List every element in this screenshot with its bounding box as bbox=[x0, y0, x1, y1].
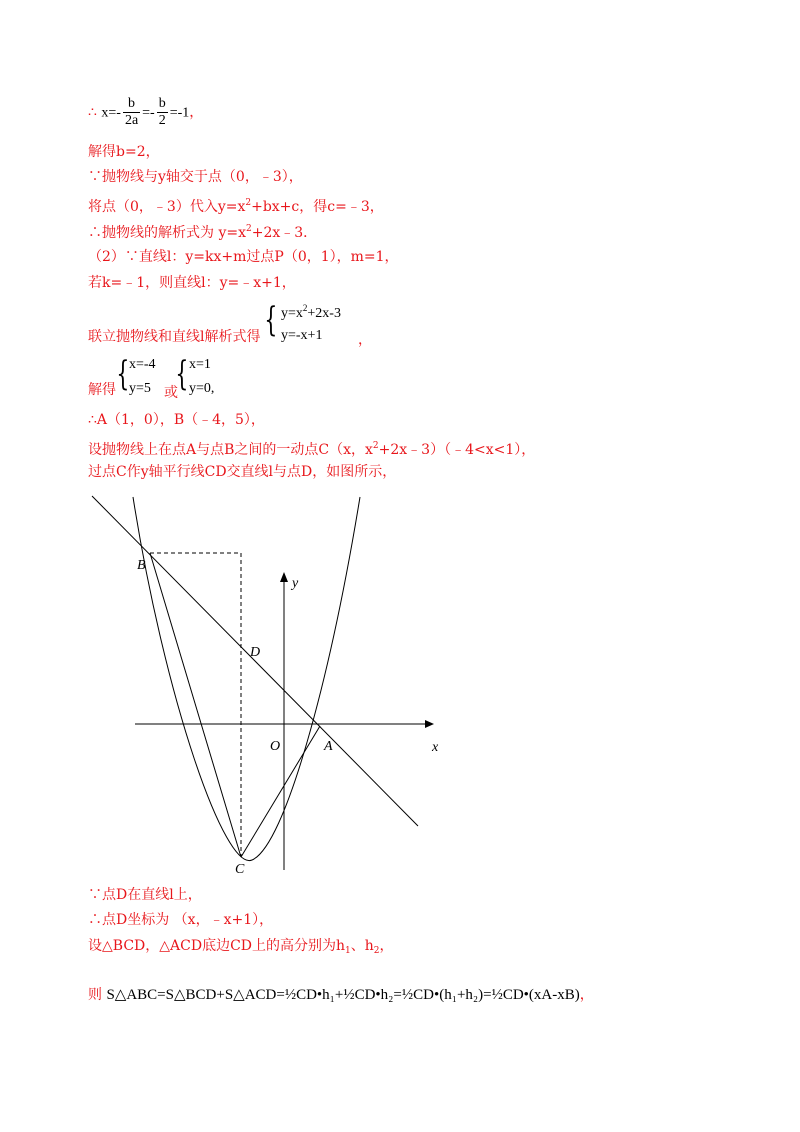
segment-ca bbox=[241, 726, 320, 857]
segment-bc bbox=[150, 553, 241, 857]
line-d-coordinates: ∴点D坐标为 （x，﹣x+1）， bbox=[88, 912, 274, 928]
solution2-y: y=0, bbox=[189, 381, 215, 396]
line-part2: （2）∵直线l：y=kx+m过点P（0，1），m=1， bbox=[88, 249, 399, 265]
line-point-c: 设抛物线上在点A与点B之间的一动点C（x，$x^2+2x﹣3)(﹣4<x<1)$， bbox=[88, 441, 536, 458]
line-d-on-l: ∵点D在直线l上， bbox=[88, 887, 202, 903]
y-axis-arrow-icon bbox=[280, 572, 288, 582]
line-area-formula: 则 S△ABC=S△BCD+S△ACD=½CD•h₁+½CD•h₂=½CD•(h₁+h₂)=½CD•(xA-xB)， bbox=[88, 987, 594, 1003]
line-parabola-equation: ∴抛物线的解析式为 $y=x^2+2x﹣3$． bbox=[88, 224, 318, 241]
then-label: 则 bbox=[88, 987, 102, 1003]
line-k-value: 若k=﹣1，则直线l：y=﹣x+1， bbox=[88, 275, 296, 291]
area-formula: S△ABC=S△BCD+S△ACD=½CD•h₁+½CD•h₂=½CD•(h₁+h₂)=½CD•(xA-xB) bbox=[106, 987, 580, 1003]
line-system-label: 联立抛物线和直线l解析式得 bbox=[88, 329, 261, 345]
solution1-y: y=5 bbox=[129, 381, 151, 396]
x-axis-arrow-icon bbox=[425, 720, 434, 728]
system-eq1: $y=x^2+2x-3$ bbox=[281, 303, 341, 321]
solution-brace-2: { bbox=[175, 354, 189, 394]
solution1-x: x=-4 bbox=[129, 357, 156, 372]
line-points-ab: ∴A（1，0），B（﹣4，5）， bbox=[88, 412, 265, 428]
system-brace: { bbox=[264, 300, 278, 340]
line-heights: 设△BCD，△ACD底边CD上的高分别为$h_1$、$h_2$， bbox=[88, 938, 394, 956]
or-label: 或 bbox=[164, 385, 178, 401]
solution-brace-1: { bbox=[116, 354, 130, 394]
label-B: B bbox=[137, 558, 146, 573]
line-solve-b: 解得b=2， bbox=[88, 144, 160, 160]
system-eq2: y=-x+1 bbox=[281, 328, 323, 343]
line-axis-of-symmetry: ∴ x=- $\frac{b}{2a}$ =- $\frac{b}{2}$ =-1， bbox=[88, 96, 204, 128]
solved-label: 解得 bbox=[88, 382, 116, 398]
fraction: $\frac{b}{2a}$ bbox=[124, 96, 139, 128]
label-x: x bbox=[432, 740, 439, 755]
label-D: D bbox=[250, 645, 261, 660]
label-A: A bbox=[324, 739, 333, 754]
line-construct-cd: 过点C作y轴平行线CD交直线l与点D，如图所示， bbox=[88, 464, 397, 480]
fraction: $\frac{b}{2}$ bbox=[158, 96, 166, 128]
parabola bbox=[133, 497, 360, 861]
line-y-intercept: ∵抛物线与y轴交于点（0，﹣3）， bbox=[88, 169, 303, 185]
comma: ， bbox=[358, 332, 372, 348]
line-substitute: 将点（0，﹣3）代入$y=x^2+bx+c$，得c=﹣3， bbox=[88, 198, 384, 215]
solution2-x: x=1 bbox=[189, 357, 211, 372]
therefore-symbol: ∴ bbox=[88, 104, 97, 121]
label-O: O bbox=[270, 739, 281, 754]
label-y: y bbox=[292, 576, 299, 591]
label-C: C bbox=[235, 862, 245, 877]
